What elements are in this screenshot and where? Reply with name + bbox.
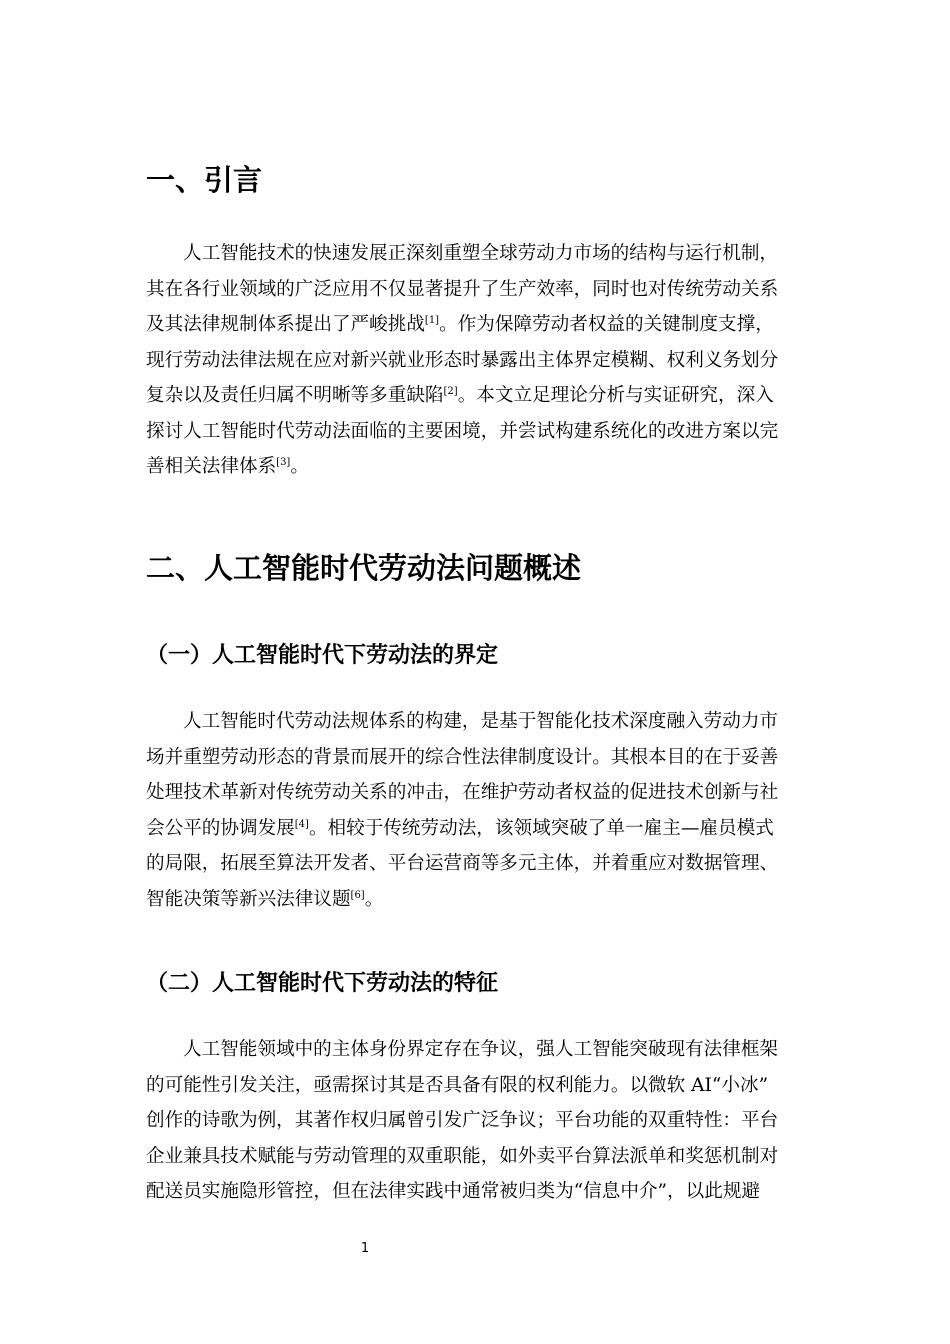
subsection-heading-features: （二）人工智能时代下劳动法的特征	[146, 971, 499, 996]
citation-marker: [3]	[276, 457, 291, 468]
paragraph-line: 复杂以及责任归属不明晰等多重缺陷[2]。本文立足理论分析与实证研究，深入	[146, 385, 774, 406]
paragraph-line: 企业兼具技术赋能与劳动管理的双重职能，如外卖平台算法派单和奖惩机制对	[146, 1145, 779, 1167]
paragraph-line: 会公平的协调发展[4]。相较于传统劳动法，该领域突破了单一雇主—雇员模式	[146, 817, 774, 839]
paragraph-definition	[146, 704, 806, 917]
paragraph-introduction	[146, 236, 806, 485]
paragraph-line: 创作的诗歌为例，其著作权归属曾引发广泛争议；平台功能的双重特性：平台	[146, 1110, 779, 1131]
paragraph-line: 善相关法律体系[3]。	[146, 456, 309, 477]
paragraph-line: 人工智能领域中的主体身份界定存在争议，强人工智能突破现有法律框架	[183, 1039, 779, 1060]
paragraph-line: 人工智能时代劳动法规体系的构建，是基于智能化技术深度融入劳动力市	[183, 711, 779, 732]
paragraph-line: 的局限，拓展至算法开发者、平台运营商等多元主体，并着重应对数据管理、	[146, 853, 779, 874]
paragraph-line: 及其法律规制体系提出了严峻挑战[1]。作为保障劳动者权益的关键制度支撑，	[146, 314, 774, 335]
paragraph-line: 的可能性引发关注，亟需探讨其是否具备有限的权利能力。以微软 AI“小冰”	[146, 1074, 769, 1096]
paragraph-line: 配送员实施隐形管控，但在法律实践中通常被归类为“信息中介”，以此规避	[146, 1181, 761, 1202]
section-heading-overview: 二、人工智能时代劳动法问题概述	[146, 551, 582, 585]
subsection-heading-definition: （一）人工智能时代下劳动法的界定	[146, 643, 499, 668]
citation-marker: [1]	[424, 315, 440, 326]
paragraph-line: 智能决策等新兴法律议题[6]。	[146, 888, 384, 910]
paragraph-line: 其在各行业领域的广泛应用不仅显著提升了生产效率，同时也对传统劳动关系	[146, 278, 779, 300]
citation-marker: [2]	[443, 386, 458, 397]
page-number: 1	[360, 1241, 370, 1256]
paragraph-line: 现行劳动法律法规在应对新兴就业形态时暴露出主体界定模糊、权利义务划分	[146, 349, 779, 371]
paragraph-features	[146, 1032, 806, 1210]
citation-marker: [6]	[350, 889, 365, 901]
paragraph-line: 场并重塑劳动形态的背景而展开的综合性法律制度设计。其根本目的在于妥善	[146, 746, 779, 768]
section-heading-introduction: 一、引言	[146, 163, 263, 197]
paragraph-line: 人工智能技术的快速发展正深刻重塑全球劳动力市场的结构与运行机制，	[183, 243, 779, 264]
paragraph-line: 处理技术革新对传统劳动关系的冲击，在维护劳动者权益的促进技术创新与社	[146, 782, 779, 803]
paragraph-line: 探讨人工智能时代劳动法面临的主要困境，并尝试构建系统化的改进方案以完	[146, 420, 779, 442]
citation-marker: [4]	[294, 818, 309, 830]
